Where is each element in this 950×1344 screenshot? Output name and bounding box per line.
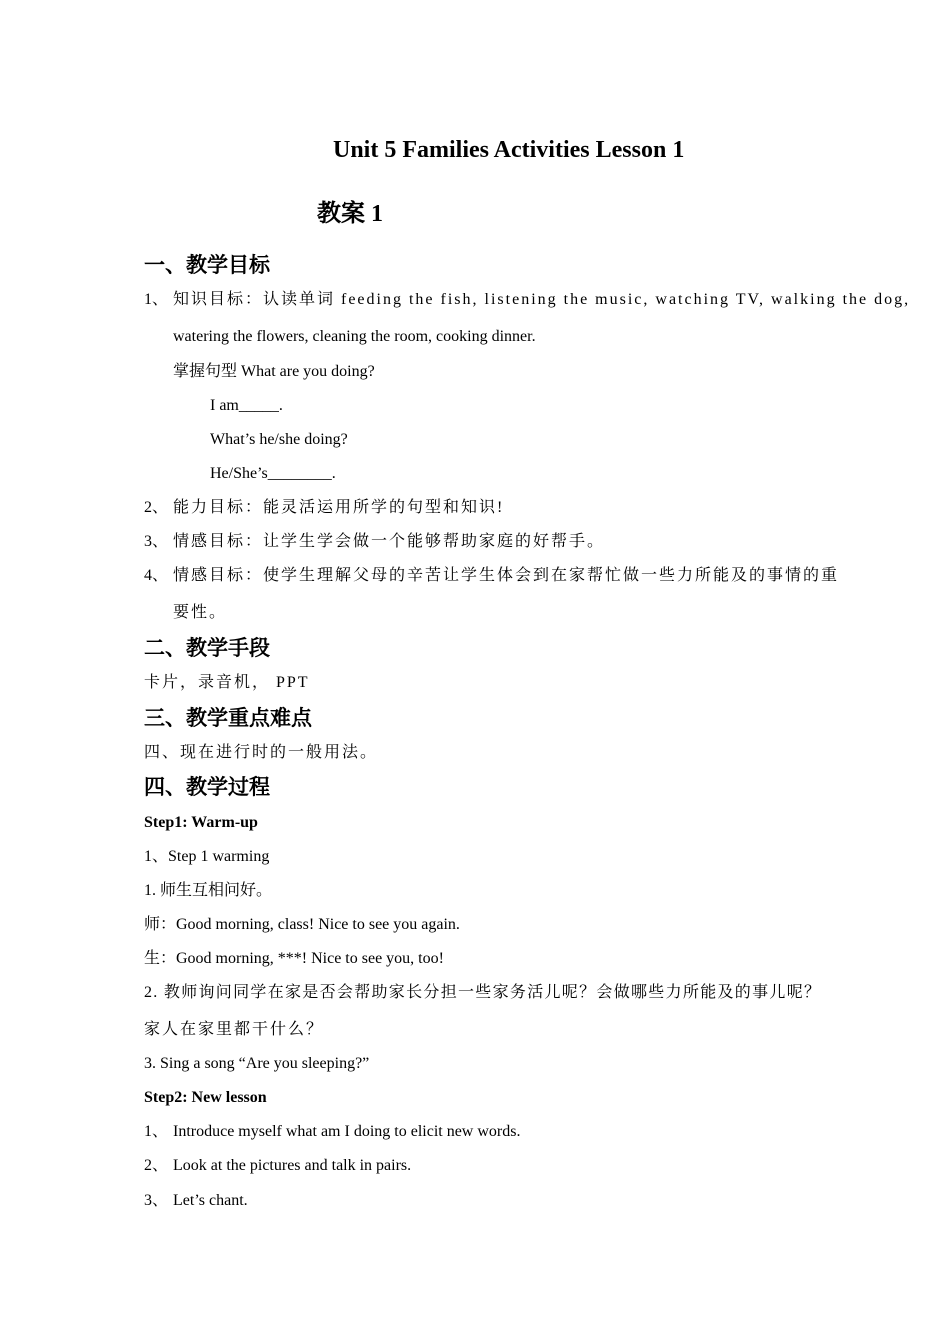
sentence-pattern-example: What’s he/she doing? [210, 431, 348, 448]
step1-line: 3. Sing a song “Are you sleeping?” [144, 1055, 370, 1072]
section-heading-key-points: 三、教学重点难点 [144, 706, 312, 730]
objective-item-1-line-2: watering the flowers, cleaning the room, cooking dinner. [173, 328, 536, 345]
document-subtitle: 教案 1 [317, 201, 383, 227]
list-number: 1、 [144, 291, 169, 308]
step1-line: 生：Good morning, ***! Nice to see you, too! [144, 950, 444, 967]
step2-item-text: Introduce myself what am I doing to elicit new words. [173, 1123, 521, 1140]
section-heading-teaching-aids: 二、教学手段 [144, 636, 270, 660]
key-points-text: 四、现在进行时的一般用法。 [144, 744, 379, 761]
step1-line: 师：Good morning, class! Nice to see you again. [144, 916, 460, 933]
objective-text: 情感目标：使学生理解父母的辛苦让学生体会到在家帮忙做一些力所能及的事情的重 [173, 567, 840, 584]
step2-item-1 [144, 1122, 520, 1142]
list-number: 4、 [144, 567, 169, 584]
teaching-aids-text: 卡片，录音机， PPT [144, 674, 310, 691]
section-heading-procedure: 四、教学过程 [144, 775, 270, 799]
step1-line: 2. 教师询问同学在家是否会帮助家长分担一些家务活儿呢？会做哪些力所能及的事儿呢？ [144, 984, 822, 1001]
list-number: 2、 [144, 499, 169, 516]
step2-item-3 [144, 1191, 248, 1211]
sentence-pattern-example: He/She’s________. [210, 465, 336, 482]
sentence-pattern-example: I am_____. [210, 397, 283, 414]
list-number: 3、 [144, 533, 169, 550]
objective-text: 情感目标：让学生学会做一个能够帮助家庭的好帮手。 [173, 533, 606, 550]
step2-item-text: Look at the pictures and talk in pairs. [173, 1157, 412, 1174]
step1-label: Step1: Warm-up [144, 814, 258, 831]
step1-line: 1. 师生互相问好。 [144, 882, 273, 899]
objective-text: 知识目标：认读单词 feeding the fish, listening the music, watching TV, walking the dog, [173, 291, 911, 308]
step1-line: 家人在家里都干什么？ [144, 1021, 325, 1038]
objective-item-2 [144, 498, 504, 518]
list-number: 2、 [144, 1157, 169, 1174]
step2-item-2 [144, 1156, 411, 1176]
list-number: 3、 [144, 1192, 169, 1209]
step2-label: Step2: New lesson [144, 1089, 267, 1106]
list-number: 1、 [144, 1123, 169, 1140]
objective-item-3 [144, 532, 605, 552]
section-heading-objectives: 一、教学目标 [144, 253, 270, 277]
objective-item-1 [144, 290, 910, 310]
objective-item-4 [144, 566, 839, 586]
sentence-pattern-line: 掌握句型 What are you doing? [173, 363, 375, 380]
document-title: Unit 5 Families Activities Lesson 1 [333, 137, 685, 163]
objective-item-4-line-2: 要性。 [173, 604, 228, 621]
step1-line: 1、Step 1 warming [144, 848, 270, 865]
objective-text: 能力目标：能灵活运用所学的句型和知识! [173, 499, 505, 516]
step2-item-text: Let’s chant. [173, 1192, 248, 1209]
